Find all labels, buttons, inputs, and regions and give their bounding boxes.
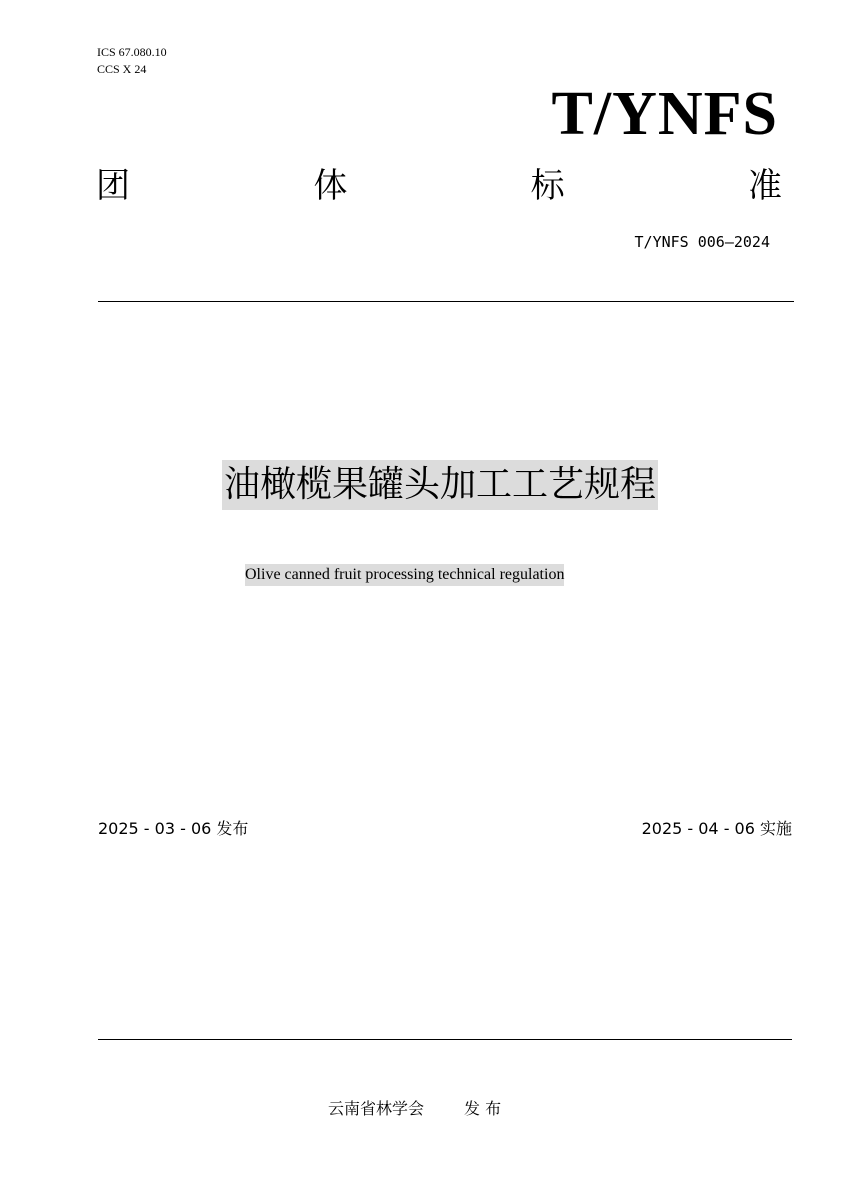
standard-type-char: 标 [530, 166, 565, 206]
implement-date: 2025 - 04 - 06 实施 [641, 819, 792, 838]
publisher-line [328, 1098, 501, 1120]
publish-date: 2025 - 03 - 06 发布 [98, 819, 249, 838]
footer-divider [98, 1039, 792, 1040]
date-row [98, 818, 792, 840]
document-title-chinese: 油橄榄果罐头加工工艺规程 [222, 460, 658, 510]
document-title-english: Olive canned fruit processing technical regulation [245, 564, 564, 586]
header-divider [98, 301, 794, 302]
classification-codes [97, 44, 167, 78]
ccs-code: CCS X 24 [97, 62, 147, 76]
standard-number: T/YNFS 006—2024 [634, 233, 770, 251]
standard-type-char: 体 [313, 166, 348, 206]
ics-code: ICS 67.080.10 [97, 45, 167, 59]
standard-brand-code: T/YNFS [551, 80, 778, 148]
standard-type-char: 团 [96, 166, 130, 206]
publisher-action: 发 布 [464, 1099, 502, 1118]
publisher-name: 云南省林学会 [328, 1099, 425, 1118]
standard-type-char: 准 [747, 166, 782, 206]
standard-type-heading [96, 164, 782, 208]
